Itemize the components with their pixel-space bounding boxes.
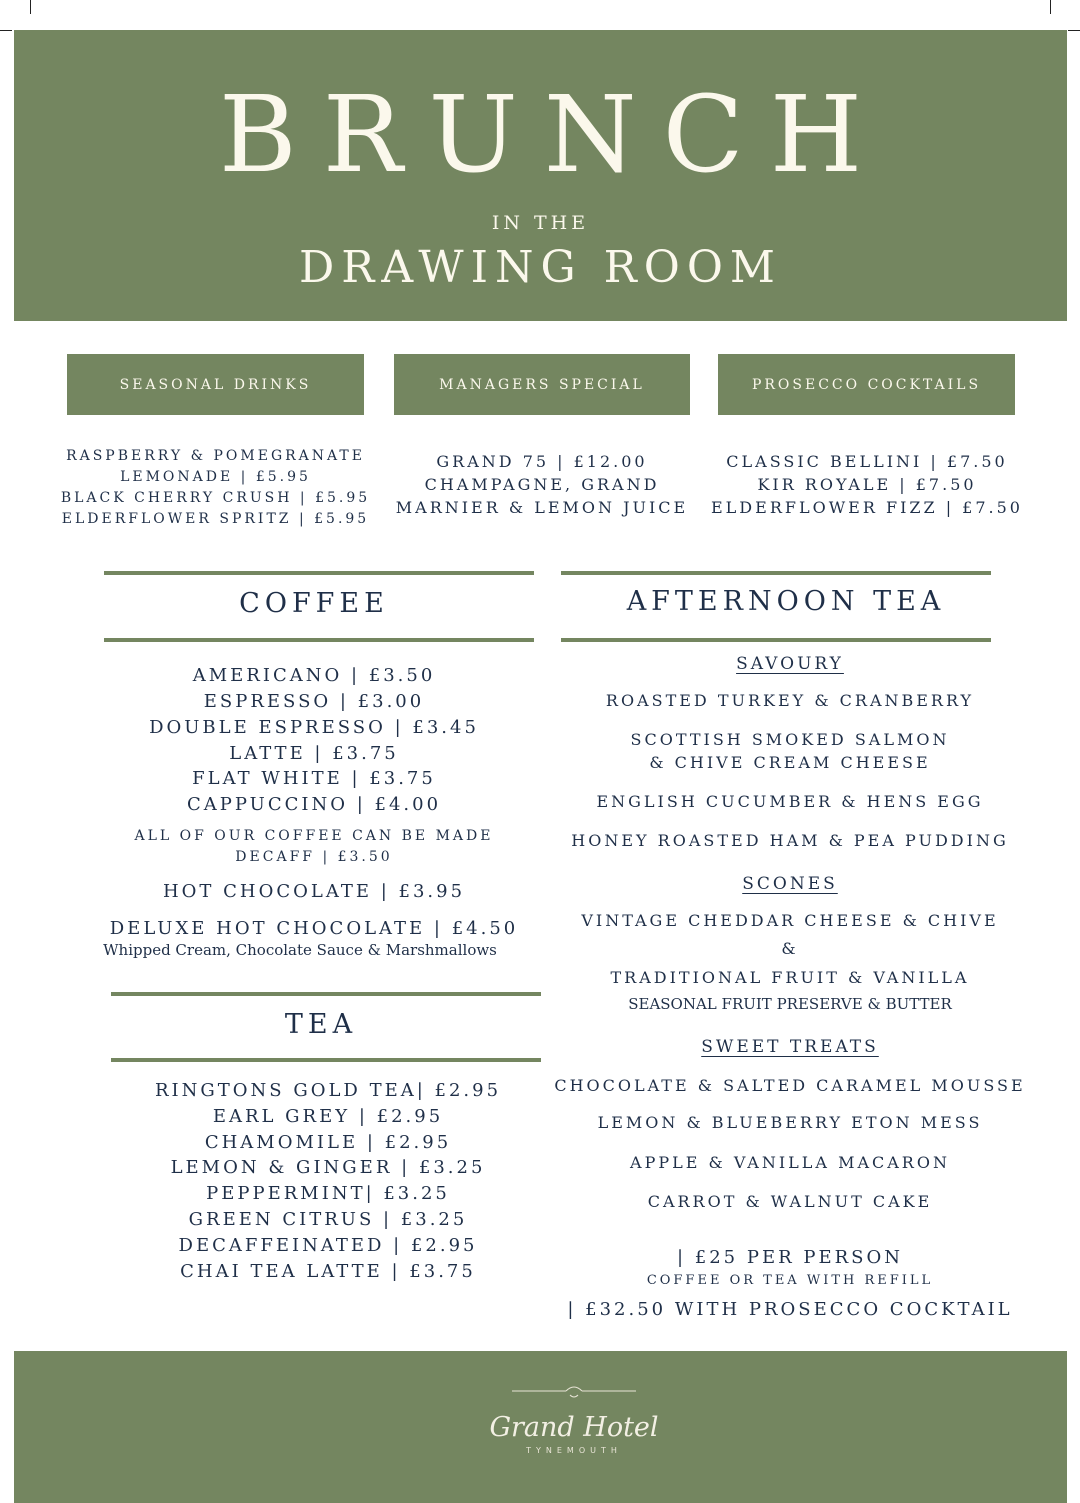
- list-item: CLASSIC BELLINI | £7.50: [726, 452, 1008, 471]
- list-item: DELUXE HOT CHOCOLATE | £4.50: [109, 918, 519, 939]
- list-item: LATTE | £3.75: [229, 743, 399, 764]
- list-item: LEMONADE | £5.95: [120, 469, 311, 485]
- list-item: FLAT WHITE | £3.75: [192, 768, 436, 789]
- list-item: CAPPUCCINO | £4.00: [186, 794, 442, 815]
- logo-place: TYNEMOUTH: [526, 1446, 622, 1455]
- footer-banner: [14, 1351, 1067, 1503]
- seasonal-drinks-label: SEASONAL DRINKS: [67, 354, 364, 415]
- price-with-prosecco: | £32.50 WITH PROSECCO COCKTAIL: [567, 1299, 1013, 1320]
- list-item: LEMON & GINGER | £3.25: [170, 1157, 486, 1178]
- list-item: & CHIVE CREAM CHEESE: [649, 753, 931, 772]
- list-item: RASPBERRY & POMEGRANATE: [66, 448, 365, 464]
- crop-mark: [30, 0, 31, 14]
- decaf-note: DECAFF | £3.50: [235, 849, 393, 865]
- list-item: SCOTTISH SMOKED SALMON: [630, 730, 950, 749]
- list-item: GRAND 75 | £12.00: [436, 452, 648, 471]
- list-item: MARNIER & LEMON JUICE: [395, 498, 689, 517]
- scones-heading: SCONES: [742, 874, 838, 894]
- afternoon-tea-title: AFTERNOON TEA: [626, 586, 946, 617]
- list-item: RINGTONS GOLD TEA| £2.95: [154, 1080, 502, 1101]
- list-item: VINTAGE CHEDDAR CHEESE & CHIVE: [581, 911, 999, 930]
- list-item: CHAMPAGNE, GRAND: [424, 475, 660, 494]
- list-item: GREEN CITRUS | £3.25: [188, 1209, 468, 1230]
- list-item: ELDERFLOWER SPRITZ | £5.95: [61, 511, 370, 527]
- deluxe-description: Whipped Cream, Chocolate Sauce & Marshmallows: [103, 941, 497, 959]
- list-item: CHOCOLATE & SALTED CARAMEL MOUSSE: [554, 1076, 1026, 1095]
- list-item: HOT CHOCOLATE | £3.95: [162, 881, 466, 902]
- coffee-title: COFFEE: [239, 588, 389, 619]
- sweet-treats-heading: SWEET TREATS: [701, 1037, 879, 1057]
- managers-special-label: MANAGERS SPECIAL: [394, 354, 690, 415]
- crop-mark: [0, 30, 12, 31]
- list-item: BLACK CHERRY CRUSH | £5.95: [60, 490, 371, 506]
- list-item: HONEY ROASTED HAM & PEA PUDDING: [571, 831, 1009, 850]
- afternoon-tea-list: [540, 0, 1040, 1340]
- list-item: CARROT & WALNUT CAKE: [647, 1192, 933, 1211]
- price-note: COFFEE OR TEA WITH REFILL: [646, 1273, 934, 1288]
- crop-mark: [1050, 0, 1051, 14]
- price-per-person: | £25 PER PERSON: [676, 1247, 904, 1268]
- subtitle-large: DRAWING ROOM: [299, 242, 782, 293]
- subtitle-small: IN THE: [491, 212, 590, 234]
- grand-hotel-logo: [484, 1373, 664, 1473]
- list-item: KIR ROYALE | £7.50: [757, 475, 977, 494]
- list-item: CHAI TEA LATTE | £3.75: [180, 1261, 476, 1282]
- crop-mark: [1068, 30, 1080, 31]
- scones-note: SEASONAL FRUIT PRESERVE & BUTTER: [628, 995, 952, 1013]
- list-item: &: [781, 939, 799, 958]
- list-item: AMERICANO | £3.50: [192, 665, 436, 686]
- list-item: APPLE & VANILLA MACARON: [630, 1153, 950, 1172]
- list-item: LEMON & BLUEBERRY ETON MESS: [597, 1113, 983, 1132]
- page-title: BRUNCH: [218, 73, 889, 196]
- list-item: EARL GREY | £2.95: [212, 1106, 444, 1127]
- list-item: DOUBLE ESPRESSO | £3.45: [149, 717, 479, 738]
- list-item: DECAFFEINATED | £2.95: [178, 1235, 478, 1256]
- list-item: ENGLISH CUCUMBER & HENS EGG: [596, 792, 984, 811]
- list-item: PEPPERMINT| £3.25: [206, 1183, 450, 1204]
- list-item: ESPRESSO | £3.00: [203, 691, 425, 712]
- tea-title: TEA: [284, 1009, 358, 1040]
- savoury-heading: SAVOURY: [736, 654, 844, 674]
- decaf-note: ALL OF OUR COFFEE CAN BE MADE: [134, 828, 494, 844]
- list-item: ELDERFLOWER FIZZ | £7.50: [711, 498, 1023, 517]
- list-item: TRADITIONAL FRUIT & VANILLA: [610, 968, 970, 987]
- tea-list: [88, 0, 568, 1300]
- list-item: CHAMOMILE | £2.95: [204, 1132, 452, 1153]
- logo-name: Grand Hotel: [489, 1412, 659, 1443]
- list-item: ROASTED TURKEY & CRANBERRY: [605, 691, 975, 710]
- prosecco-cocktails-label: PROSECCO COCKTAILS: [718, 354, 1015, 415]
